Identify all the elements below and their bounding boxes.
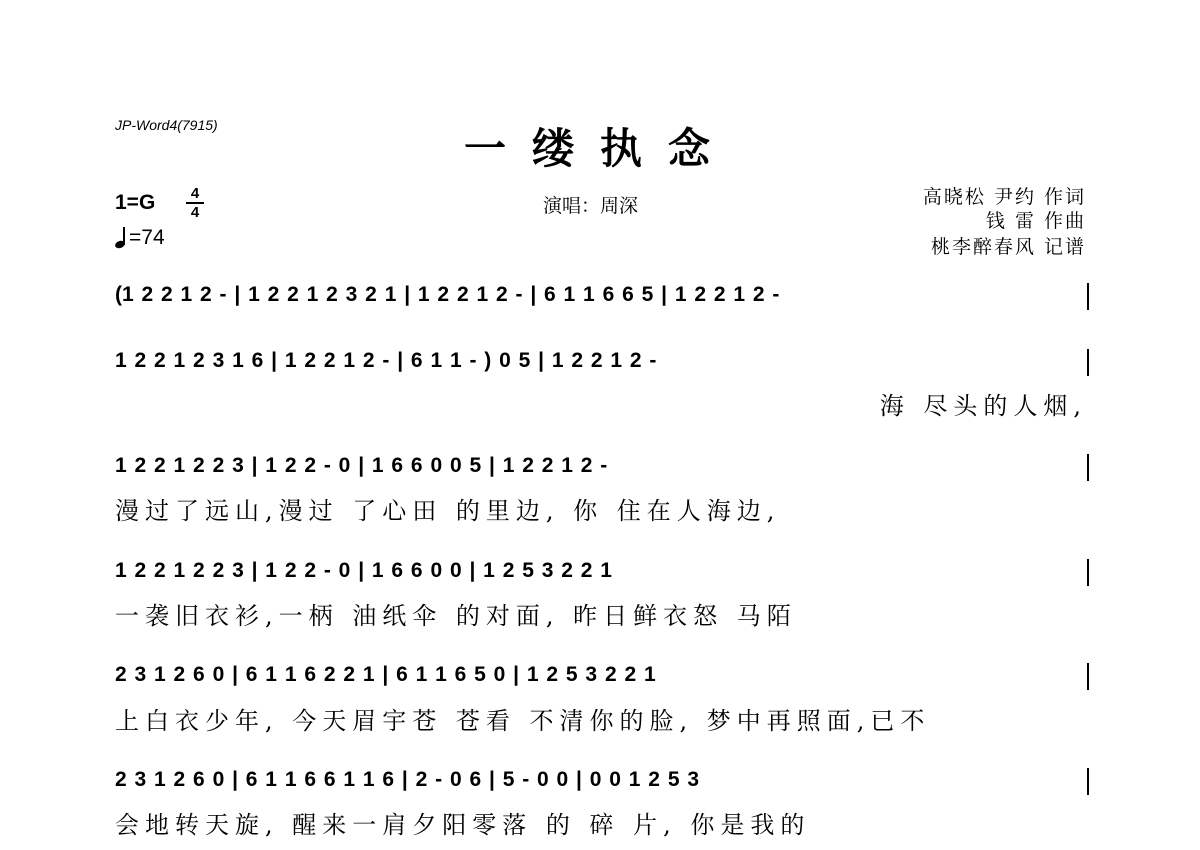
notation-line-2: 1 2 2 1 2 3 1 6 | 1 2 2 1 2 - | 6 1 1 - ) 0 5 | 1 2 2 1 2 - xyxy=(115,349,1089,376)
time-signature xyxy=(186,186,204,220)
notation-line-4: 1 2 2 1 2 2 3 | 1 2 2 - 0 | 1 6 6 0 0 | 1 2 5 3 2 2 1 xyxy=(115,559,1089,586)
tempo-value: =74 xyxy=(129,226,165,249)
lyric-line-2: 海 尽头的人烟, xyxy=(879,392,1087,420)
time-signature-bottom: 4 xyxy=(190,204,200,221)
singer-credit: 演唱：周深 xyxy=(543,195,639,217)
notation-line-3: 1 2 2 1 2 2 3 | 1 2 2 - 0 | 1 6 6 0 0 5 | 1 2 2 1 2 - xyxy=(115,454,1089,481)
lyric-line-5: 上白衣少年, 今天眉宇苍 苍看 不清你的脸, 梦中再照面,已不 xyxy=(115,707,931,735)
notation-line-6: 2 3 1 2 6 0 | 6 1 1 6 6 1 1 6 | 2 - 0 6 | 5 - 0 0 | 0 0 1 2 5 3 xyxy=(115,768,1089,795)
lyricist-credit: 高晓松 尹约 作词 xyxy=(922,186,1086,208)
software-label: JP-Word4(7915) xyxy=(115,117,218,133)
time-signature-top: 4 xyxy=(190,185,200,202)
tempo-marking xyxy=(115,226,165,250)
key-signature: 1=G xyxy=(115,191,156,214)
notation-line-5: 2 3 1 2 6 0 | 6 1 1 6 2 2 1 | 6 1 1 6 5 0 | 1 2 5 3 2 2 1 xyxy=(115,663,1089,690)
composer-credit: 钱 雷 作曲 xyxy=(985,210,1086,232)
lyric-line-3: 漫过了远山,漫过 了心田 的里边, 你 住在人海边, xyxy=(115,497,781,525)
lyric-line-4: 一袭旧衣衫,一柄 油纸伞 的对面, 昨日鲜衣怒 马陌 xyxy=(115,602,797,630)
song-title: 一缕执念 xyxy=(463,124,736,173)
transcriber-credit: 桃李醉春风 记谱 xyxy=(930,236,1086,258)
lyric-line-6: 会地转天旋, 醒来一肩夕阳零落 的 碎 片, 你是我的 xyxy=(115,811,811,839)
notation-line-1: (1 2 2 1 2 - | 1 2 2 1 2 3 2 1 | 1 2 2 1 2 - | 6 1 1 6 6 5 | 1 2 2 1 2 - xyxy=(115,283,1089,310)
quarter-note-icon xyxy=(115,226,127,248)
